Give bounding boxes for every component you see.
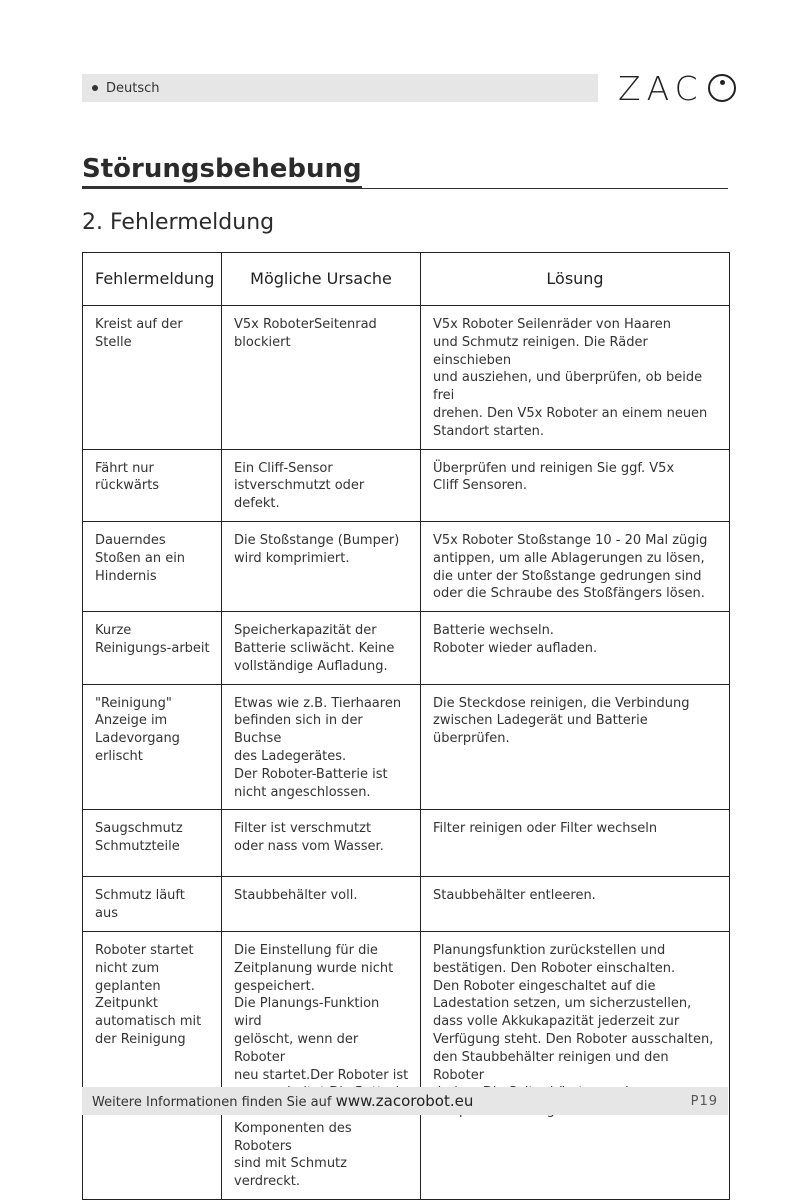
header-cause: Mögliche Ursache bbox=[222, 253, 421, 306]
table-row bbox=[83, 612, 730, 684]
cause-cell: Speicherkapazität der Batterie scliwächt. Keine vollständige Aufladung. bbox=[222, 612, 421, 684]
header-solution: Lösung bbox=[421, 253, 730, 306]
cause-cell: Ein Cliff-Sensor istverschmutzt oder defekt. bbox=[222, 449, 421, 521]
page-title bbox=[82, 152, 728, 189]
page-number: P19 bbox=[690, 1093, 718, 1109]
table-row bbox=[83, 306, 730, 450]
table-header-row bbox=[83, 253, 730, 306]
cause-cell: V5x RoboterSeitenrad blockiert bbox=[222, 306, 421, 450]
footer-text: Weitere Informationen finden Sie auf bbox=[92, 1095, 332, 1110]
solution-cell: V5x Roboter Stoßstange 10 - 20 Mal zügig antippen, um alle Ablagerungen zu lösen, die unter der Stoßstange gedrungen sind oder die Schraube des Stoßfängers lösen. bbox=[421, 521, 730, 611]
table-row bbox=[83, 931, 730, 1199]
error-cell: Roboter startet nicht zum geplanten Zeitpunkt automatisch mit der Reinigung bbox=[83, 931, 222, 1199]
footer-bar bbox=[82, 1087, 728, 1115]
cause-cell: Etwas wie z.B. Tierhaaren befinden sich in der Buchse des Ladegerätes. Der Roboter-Batterie ist nicht angeschlossen. bbox=[222, 684, 421, 810]
error-cell: Fährt nur rückwärts bbox=[83, 449, 222, 521]
language-label: Deutsch bbox=[106, 80, 160, 96]
solution-cell: Staubbehälter entleeren. bbox=[421, 877, 730, 932]
footer-url-link[interactable]: www.zacorobot.eu bbox=[335, 1092, 474, 1110]
error-cell: Schmutz läuft aus bbox=[83, 877, 222, 932]
error-cell: Kreist auf der Stelle bbox=[83, 306, 222, 450]
solution-cell: Überprüfen und reinigen Sie ggf. V5x Cliff Sensoren. bbox=[421, 449, 730, 521]
cause-cell: Staubbehälter voll. bbox=[222, 877, 421, 932]
section-subtitle: 2. Fehlermeldung bbox=[82, 210, 275, 235]
logo-o-icon bbox=[708, 74, 736, 102]
table-row bbox=[83, 449, 730, 521]
bullet-icon bbox=[92, 85, 98, 91]
table-row bbox=[83, 684, 730, 810]
solution-cell: V5x Roboter Seilenräder von Haaren und Schmutz reinigen. Die Räder einschieben und ausziehen, und überprüfen, ob beide frei drehen. Den V5x Roboter an einem neuen Standort starten. bbox=[421, 306, 730, 450]
solution-cell: Batterie wechseln. Roboter wieder aufladen. bbox=[421, 612, 730, 684]
cause-cell: Filter ist verschmutzt oder nass vom Wasser. bbox=[222, 810, 421, 877]
page-title-text: Störungsbehebung bbox=[82, 152, 362, 189]
solution-cell: Planungsfunktion zurückstellen und bestätigen. Den Roboter einschalten. Den Roboter eingeschaltet auf die Ladestation setzen, um sicherzustellen, dass volle Akkukapazität jederzeit zur Verfügung steht. Den Roboter ausschalten, den Staubbehälter reinigen und den Roboter bbox=[421, 931, 730, 1199]
logo-text: ZAC bbox=[618, 68, 704, 108]
header-language-bar bbox=[82, 74, 598, 102]
table-row bbox=[83, 810, 730, 877]
error-cell: "Reinigung" Anzeige im Ladevorgang erlischt bbox=[83, 684, 222, 810]
header-error: Fehlermeldung bbox=[83, 253, 222, 306]
table-row bbox=[83, 877, 730, 932]
error-table bbox=[82, 252, 730, 1200]
cause-cell: Die Stoßstange (Bumper) wird komprimiert. bbox=[222, 521, 421, 611]
solution-cell: Die Steckdose reinigen, die Verbindung zwischen Ladegerät und Batterie überprüfen. bbox=[421, 684, 730, 810]
cause-cell: Die Einstellung für die Zeitplanung wurde nicht gespeichert. Die Planungs-Funktion wird gelöscht, wenn der Roboter neu startet.Der Roboter ist Komponenten des Roboters sind mit Schmutz verdreckt. bbox=[222, 931, 421, 1199]
zaco-logo bbox=[618, 70, 736, 106]
error-cell: Saugschmutz Schmutzteile bbox=[83, 810, 222, 877]
solution-cell: Filter reinigen oder Filter wechseln bbox=[421, 810, 730, 877]
error-cell: Dauerndes Stoßen an ein Hindernis bbox=[83, 521, 222, 611]
table-row bbox=[83, 521, 730, 611]
error-cell: Kurze Reinigungs-arbeit bbox=[83, 612, 222, 684]
footer-info bbox=[92, 1092, 473, 1110]
